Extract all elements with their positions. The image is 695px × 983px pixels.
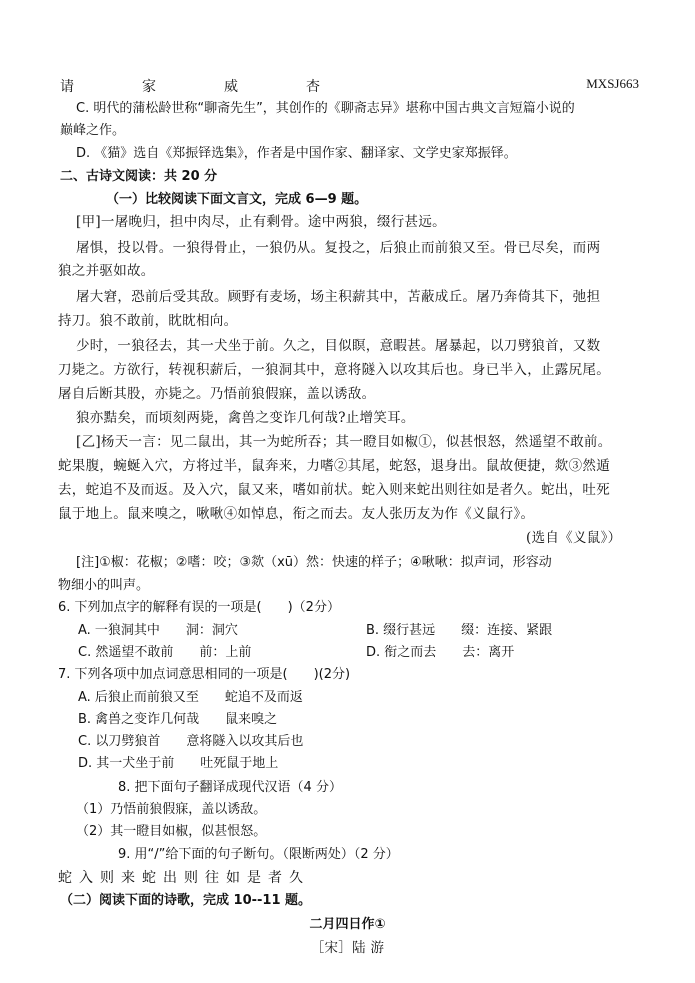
passage-jia-line: 狼亦黠矣，而顷刻两毙，禽兽之变诈几何哉?止增笑耳。 xyxy=(76,410,415,426)
question-6: 6. 下列加点字的解释有误的一项是( )（2分） xyxy=(58,600,340,615)
passage-jia-line: 狼之并驱如故。 xyxy=(58,263,155,279)
question-9: 9. 用“/”给下面的句子断句。（限断两处）（2 分） xyxy=(118,847,399,862)
q6-option-d: D. 衔之而去 去：离开 xyxy=(366,645,515,660)
subsection-2-title: （二）阅读下面的诗歌，完成 10--11 题。 xyxy=(60,893,312,908)
q9-sentence: 蛇入则来蛇出则往如是者久 xyxy=(58,870,310,886)
option-c-line2: 巅峰之作。 xyxy=(60,123,126,138)
passage-jia-line: 屠自后断其股，亦毙之。乃悟前狼假寐，盖以诱敌。 xyxy=(58,386,376,402)
q6-option-a: A. 一狼洞其中 洞：洞穴 xyxy=(78,623,238,638)
passage-jia-line: 持刀。狼不敢前，眈眈相向。 xyxy=(58,313,238,329)
q8-sentence-1: （1）乃悟前狼假寐，盖以诱敌。 xyxy=(76,802,267,817)
q7-option-c: C. 以刀劈狼首 意将隧入以攻其后也 xyxy=(78,734,304,749)
passage-yi-line: [乙]杨天一言：见二鼠出，其一为蛇所吞；其一瞪目如椒①，似甚恨怒，然遥望不敢前。 xyxy=(76,434,612,450)
passage-jia-line: 少时，一狼径去，其一犬坐于前。久之，目似瞑，意暇甚。屠暴起，以刀劈狼首，又数 xyxy=(76,338,601,354)
passage-yi-line: 去，蛇追不及而返。及入穴，鼠又来，嗜如前状。蛇入则来蛇出则往如是者久。蛇出，吐死 xyxy=(58,482,610,498)
q6-option-b: B. 缀行甚远 缀：连接、紧跟 xyxy=(366,623,553,638)
passage-jia-line: 屠大窘，恐前后受其敌。顾野有麦场，场主积薪其中，苫蔽成丘。屠乃奔倚其下，弛担 xyxy=(76,289,601,305)
header-char: 家 xyxy=(142,79,156,95)
question-8: 8. 把下面句子翻译成现代汉语（4 分） xyxy=(118,780,342,795)
poem-title: 二月四日作① xyxy=(309,917,386,932)
q7-option-d: D. 其一犬坐于前 吐死鼠于地上 xyxy=(78,756,279,771)
subsection-1-title: （一）比较阅读下面文言文，完成 6—9 题。 xyxy=(106,192,368,207)
question-7: 7. 下列各项中加点词意思相同的一项是( )(2分) xyxy=(58,667,351,682)
section-2-title: 二、古诗文阅读：共 20 分 xyxy=(60,169,218,184)
q6-option-c: C. 然遥望不敢前 前：上前 xyxy=(78,645,252,660)
header-char: 威 xyxy=(224,79,238,95)
header-watermark-chars xyxy=(60,76,388,96)
q7-option-b: B. 禽兽之变诈几何哉 鼠来嗅之 xyxy=(78,712,278,727)
q7-option-a: A. 后狼止而前狼又至 蛇追不及而返 xyxy=(78,690,303,705)
option-c-line1: C. 明代的蒲松龄世称“聊斋先生”，其创作的《聊斋志异》堪称中国古典文言短篇小说的 xyxy=(76,101,575,116)
passage-jia-line: 刀毙之。方欲行，转视积薪后，一狼洞其中，意将隧入以攻其后也。身已半入，止露尻尾。 xyxy=(58,362,610,378)
header-char: 杏 xyxy=(306,79,320,95)
passage-yi-line: 蛇果腹，蜿蜒入穴，方将过半，鼠奔来，力嗜②其尾，蛇怒，退身出。鼠故便捷，欻③然遁 xyxy=(58,458,610,474)
passage-source: (选自《义鼠》） xyxy=(526,530,622,546)
header-char: 请 xyxy=(60,79,74,95)
header-code: MXSJ663 xyxy=(586,76,639,91)
q8-sentence-2: （2）其一瞪目如椒，似甚恨怒。 xyxy=(76,824,267,839)
note-line2: 物细小的叫声。 xyxy=(58,578,150,593)
note-line1: [注]①椒：花椒；②嗜：咬；③欻（xū）然：快速的样子；④啾啾：拟声词，形容动 xyxy=(76,555,552,570)
passage-jia-line: 屠惧，投以骨。一狼得骨止，一狼仍从。复投之，后狼止而前狼又至。骨已尽矣，而两 xyxy=(76,240,601,256)
poem-author: ［宋］陆 游 xyxy=(310,940,385,956)
passage-yi-line: 鼠于地上。鼠来嗅之，啾啾④如悼息，衔之而去。友人张历友为作《义鼠行》。 xyxy=(58,506,535,522)
passage-jia-line: [甲]一屠晚归，担中肉尽，止有剩骨。途中两狼，缀行甚远。 xyxy=(76,214,446,230)
option-d-line: D. 《猫》选自《郑振铎选集》，作者是中国作家、翻译家、文学史家郑振铎。 xyxy=(76,146,517,161)
